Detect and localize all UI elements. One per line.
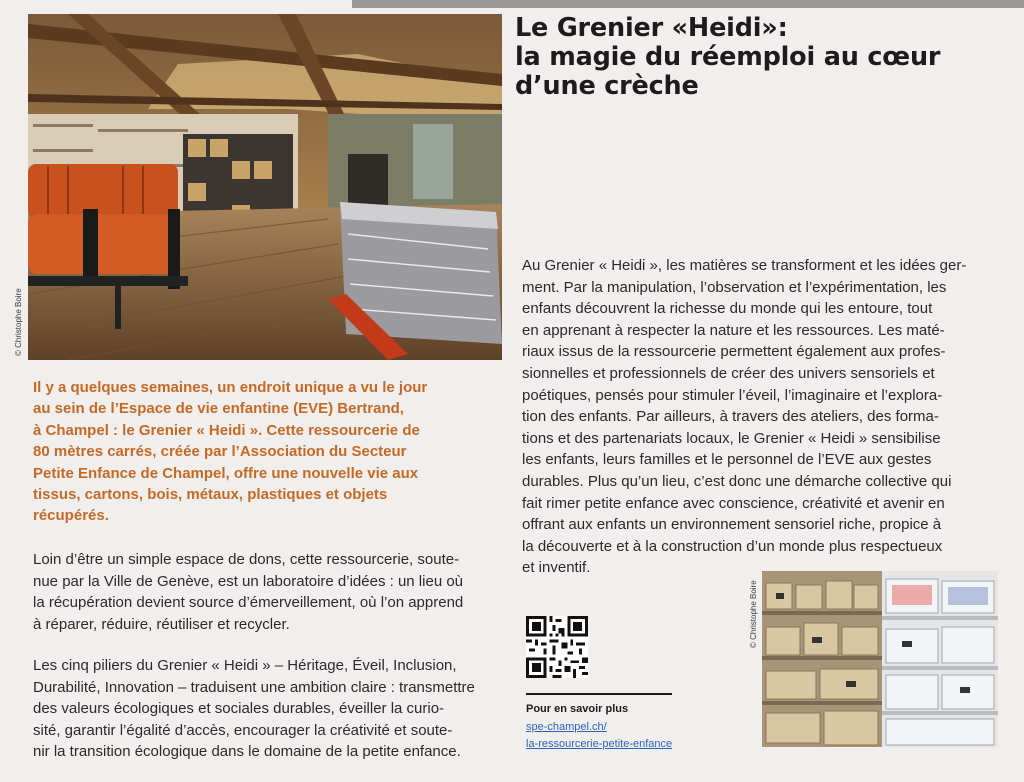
paragraph-line: fait rimer petite enfance avec conscience, créativité et avenir en: [522, 494, 945, 512]
photo-credit-shelf: © Christophe Boire: [749, 580, 758, 648]
paragraph-line: riaux issus de la ressourcerie permettent également aux profes-: [522, 343, 946, 361]
paragraph-line: Loin d’être un simple espace de dons, cette ressourcerie, soute-: [33, 551, 460, 568]
more-info-link-continued[interactable]: la-ressourcerie-petite-enfance: [526, 738, 673, 750]
paragraph-line: Au Grenier « Heidi », les matières se transforment et les idées ger-: [522, 257, 967, 274]
paragraph-line: et inventif.: [522, 559, 591, 577]
paragraph-line: tion des enfants. Par ailleurs, à travers des ateliers, des forma-: [522, 408, 939, 426]
body-paragraph-3: [522, 255, 1002, 579]
paragraph-line: offrant aux enfants un environnement sensoriel riche, propice à: [522, 516, 942, 534]
lead-line: au sein de l’Espace de vie enfantine (EVE) Bertrand,: [33, 400, 404, 418]
more-info-divider: [526, 693, 672, 695]
lead-line: 80 mètres carrés, créée par l’Association du Secteur: [33, 443, 407, 461]
lead-line: récupérés.: [33, 507, 109, 525]
article-headline: [515, 14, 995, 101]
headline-line: d’une crèche: [515, 71, 699, 101]
paragraph-line: Durabilité, Innovation – traduisent une ambition claire : transmettre: [33, 678, 475, 696]
paragraph-line: ment. Par la manipulation, l’observation et l’expérimentation, les: [522, 278, 947, 296]
lead-line: Petite Enfance de Champel, offre une nouvelle vie aux: [33, 464, 419, 482]
qr-code[interactable]: [526, 616, 588, 678]
lead-line: Il y a quelques semaines, un endroit unique a vu le jour: [33, 379, 428, 396]
paragraph-line: nir la transition écologique dans le domaine de la petite enfance.: [33, 743, 461, 761]
lead-paragraph: [33, 377, 503, 527]
body-paragraph-1: [33, 549, 508, 635]
photo-credit-main: © Christophe Boire: [14, 288, 23, 356]
storage-shelves-photo: [762, 571, 998, 747]
lead-line: à Champel : le Grenier « Heidi ». Cette ressourcerie de: [33, 421, 420, 439]
lead-line: tissus, cartons, bois, métaux, plastiques et objets: [33, 486, 388, 504]
top-decorative-rule: [352, 0, 1024, 8]
body-paragraph-2: [33, 655, 508, 763]
more-info-title: Pour en savoir plus: [526, 703, 629, 715]
paragraph-line: poétiques, pensés pour stimuler l’éveil, l’imaginaire et l’explora-: [522, 386, 943, 404]
paragraph-line: la récupération devient source d’émerveillement, où l’on apprend: [33, 594, 464, 612]
paragraph-line: sité, garantir l’égalité d’accès, encourager la créativité et soute-: [33, 721, 453, 739]
paragraph-line: Les cinq piliers du Grenier « Heidi » – Héritage, Éveil, Inclusion,: [33, 657, 457, 674]
more-info-link[interactable]: spe-champel.ch/: [526, 721, 607, 733]
headline-line: Le Grenier «Heidi»:: [515, 13, 788, 43]
paragraph-line: à réparer, réduire, réutiliser et recycler.: [33, 615, 290, 633]
paragraph-line: la découverte et à la construction d’un monde plus respectueux: [522, 537, 943, 555]
paragraph-line: enfants découvrent la richesse du monde qui les entoure, tout: [522, 300, 933, 318]
attic-ressourcerie-photo: [28, 14, 502, 360]
paragraph-line: les enfants, leurs familles et le personnel de l’EVE aux gestes: [522, 451, 932, 469]
paragraph-line: tions et des partenariats locaux, le Grenier « Heidi » sensibilise: [522, 429, 941, 447]
paragraph-line: sionnelles et professionnels de créer des univers sensoriels et: [522, 364, 935, 382]
paragraph-line: des valeurs écologiques et sociales durables, éveiller la curio-: [33, 700, 445, 718]
paragraph-line: en apprenant à respecter la nature et les ressources. Les maté-: [522, 321, 945, 339]
paragraph-line: nue par la Ville de Genève, est un laboratoire d’idées : un lieu où: [33, 572, 464, 590]
paragraph-line: durables. Plus qu’un lieu, c’est donc une démarche collective qui: [522, 472, 952, 490]
headline-line: la magie du réemploi au cœur: [515, 42, 941, 72]
